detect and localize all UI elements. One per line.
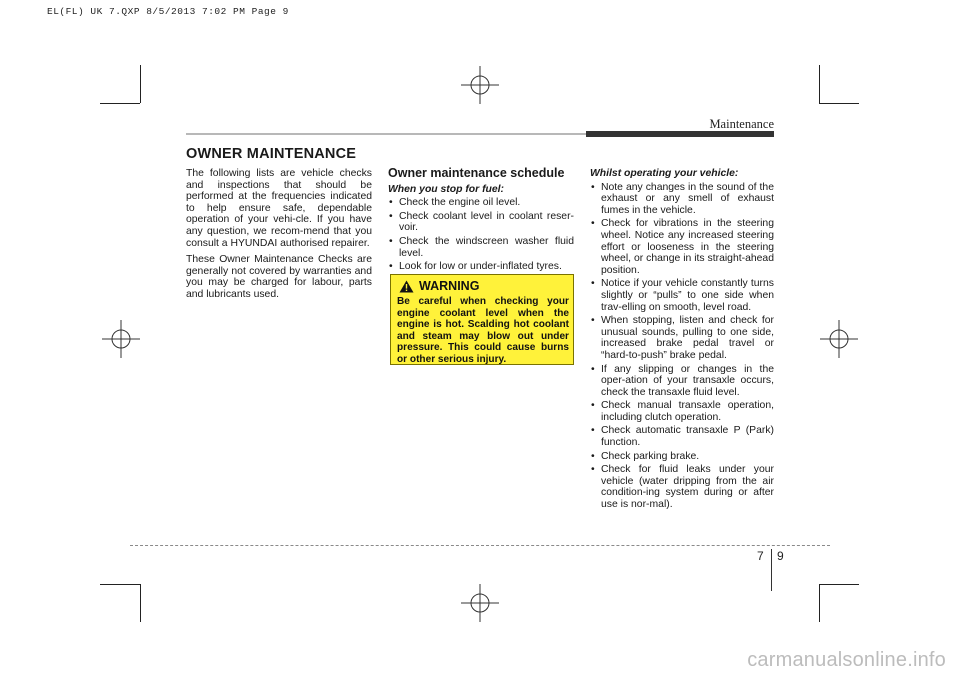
schedule-column (388, 168, 574, 275)
list-item: • Note any changes in the sound of the exhaust or any smell of exhaust fumes in the vehicle. (590, 182, 774, 217)
print-slug: EL(FL) UK 7.QXP 8/5/2013 7:02 PM Page 9 (47, 6, 289, 17)
operating-lead: Whilst operating your vehicle: (590, 168, 739, 179)
section-title: OWNER MAINTENANCE (186, 146, 357, 162)
registration-mark-icon (459, 582, 501, 624)
registration-mark-icon (818, 318, 860, 360)
fuel-lead: When you stop for fuel: (388, 183, 505, 195)
warning-text: Be careful when checking your engine coolant level when the engine is hot. Scalding hot coolant and steam may blow out under pressure. This could cause burns or other serious injury. (397, 296, 569, 365)
warning-header (399, 279, 479, 293)
header-rule-accent (586, 131, 774, 137)
list-item: • Check for fluid leaks under your vehicle (water dripping from the air condition-ing system during or after use is nor-mal). (590, 464, 774, 510)
intro-column (186, 168, 372, 306)
footer-rule (130, 545, 830, 546)
page-number-divider (771, 549, 772, 591)
list-item: • Look for low or under-inflated tyres. (388, 261, 574, 273)
warning-title: WARNING (419, 279, 480, 293)
list-item: • Check for vibrations in the steering wheel. Notice any increased steering effort or looseness in the steering wheel, or change in its straight-ahead position. (590, 218, 774, 276)
list-item: • Check parking brake. (590, 451, 774, 463)
operating-column (590, 168, 774, 513)
operating-check-list (590, 182, 774, 511)
list-item: • Check automatic transaxle P (Park) function. (590, 425, 774, 448)
fuel-check-list (388, 197, 574, 273)
warning-box (390, 274, 574, 365)
header-rule (186, 133, 586, 135)
watermark: carmanualsonline.info (747, 649, 946, 671)
schedule-heading: Owner maintenance schedule (388, 166, 565, 180)
intro-paragraph: These Owner Maintenance Checks are generally not covered by warranties and you may be charged for labour, parts and lubricants used. (186, 254, 372, 300)
header-title: Maintenance (709, 117, 774, 131)
page-number: 9 (777, 549, 784, 563)
registration-mark-icon (459, 64, 501, 106)
list-item: • Check the windscreen washer fluid level. (388, 236, 574, 259)
list-item: • Notice if your vehicle constantly turns slightly or “pulls” to one side when trav-elling on smooth, level road. (590, 278, 774, 313)
list-item: • Check manual transaxle operation, including clutch operation. (590, 400, 774, 423)
list-item: • If any slipping or changes in the oper-ation of your transaxle occurs, check the transaxle fluid level. (590, 364, 774, 399)
list-item: • When stopping, listen and check for unusual sounds, pulling to one side, increased brake pedal travel or “hard-to-push” brake pedal. (590, 315, 774, 361)
chapter-number: 7 (757, 549, 764, 563)
intro-paragraph: The following lists are vehicle checks and inspections that should be performed at the frequencies indicated to help ensure safe, dependable operation of your vehi-cle. If you have any question, we recom-mend that you consult a HYUNDAI authorised repairer. (186, 168, 372, 249)
list-item: • Check the engine oil level. (388, 197, 574, 209)
registration-mark-icon (100, 318, 142, 360)
list-item: • Check coolant level in coolant reser-voir. (388, 211, 574, 234)
warning-triangle-icon (399, 280, 414, 293)
